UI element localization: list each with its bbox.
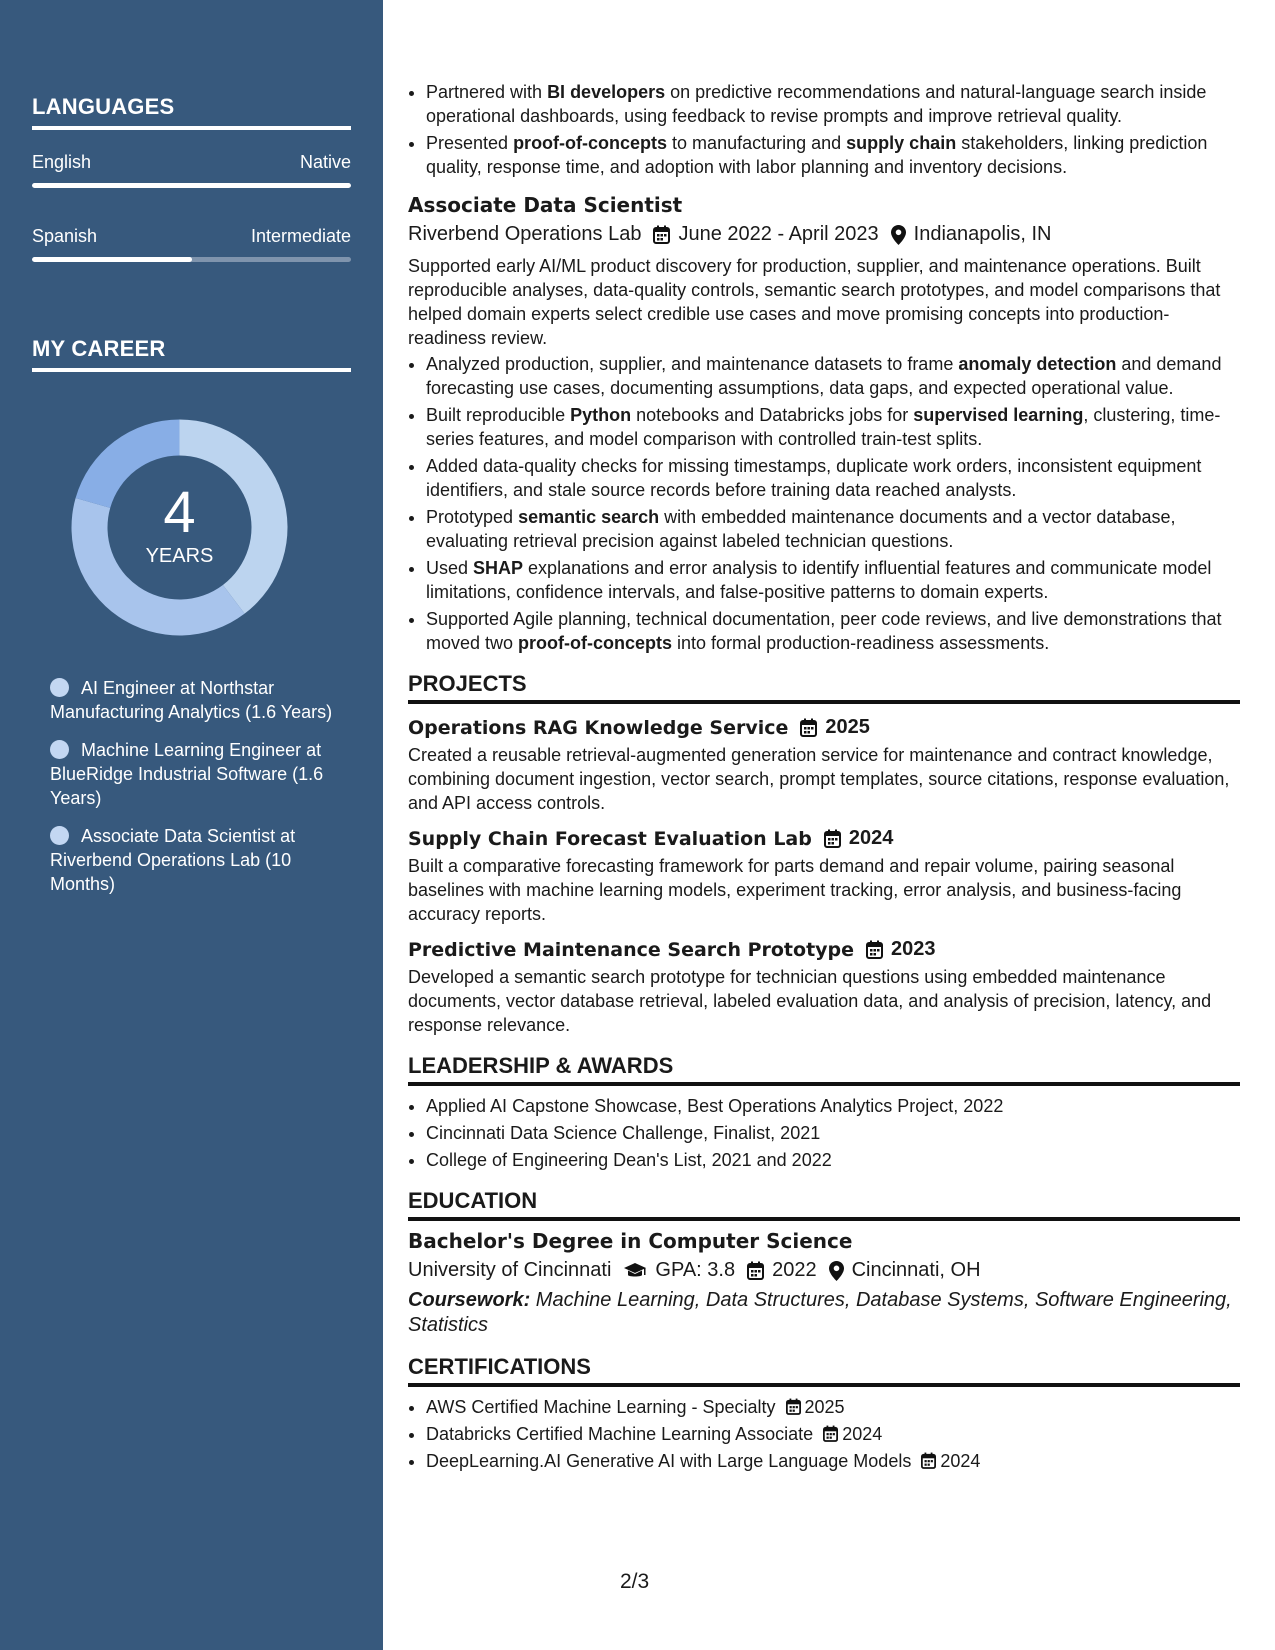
career-item: [50, 738, 340, 810]
certification-item: [426, 1449, 1240, 1473]
calendar-icon: [866, 940, 883, 959]
bullet-dot-icon: [50, 678, 69, 697]
bullet-keyword: proof-of-concepts: [513, 133, 668, 153]
bullet-item: [426, 352, 1240, 400]
project-title-row: [408, 827, 1240, 850]
language-row: [32, 152, 351, 173]
language-name: Spanish: [32, 226, 98, 246]
bullet-text: and demand forecasting use cases, documenting assumptions, data gaps, and expected operational value.: [426, 354, 1222, 398]
donut-center: [66, 414, 293, 641]
job-meta: [408, 223, 1240, 246]
projects-list: [408, 716, 1240, 1037]
bullet-item: [426, 80, 1240, 128]
bullet-keyword: supervised learning: [913, 405, 1084, 425]
certifications-heading: CERTIFICATIONS: [408, 1354, 1240, 1387]
calendar-icon: [800, 718, 817, 737]
leadership-list: [408, 1094, 1240, 1172]
bullet-keyword: proof-of-concepts: [518, 633, 673, 653]
bullet-item: [426, 556, 1240, 604]
job-bullets: [408, 352, 1240, 655]
calendar-icon: [653, 225, 670, 244]
calendar-icon: [823, 1425, 838, 1442]
bullet-item: [426, 454, 1240, 502]
certification-year: 2025: [804, 1397, 845, 1417]
project-title: Supply Chain Forecast Evaluation Lab: [408, 827, 812, 850]
language-proficiency-bar: [32, 257, 351, 262]
bullet-text: Presented: [426, 133, 514, 153]
bullet-text: , clustering, time-series features, and model comparison with controlled train-test splits.: [426, 405, 1221, 449]
education-gpa: GPA: 3.8: [655, 1259, 736, 1281]
education-school: University of Cincinnati: [408, 1259, 612, 1281]
bullet-text: Prototyped: [426, 507, 519, 527]
bullet-keyword: supply chain: [846, 133, 957, 153]
languages-heading: LANGUAGES: [32, 94, 351, 130]
calendar-icon: [786, 1398, 801, 1415]
education-year: 2022: [772, 1259, 817, 1281]
job-summary: Supported early AI/ML product discovery for production, supplier, and maintenance operations. Built reproducible analyses, data-quality controls, semantic search prototypes, and model comparisons that helped domain experts select credible use cases and move promising concepts into production-readiness review.: [408, 256, 1221, 348]
certification-name: Databricks Certified Machine Learning Associate: [426, 1424, 814, 1444]
certification-name: DeepLearning.AI Generative AI with Large Language Models: [426, 1451, 912, 1471]
leadership-item: • College of Engineering Dean's List, 2021 and 2022: [426, 1148, 1240, 1172]
language-proficiency-fill: [32, 257, 192, 262]
bullet-text: explanations and error analysis to identify influential features and communicate model limitations, confidence intervals, and false-positive patterns to domain experts.: [426, 558, 1212, 602]
bullet-keyword: BI developers: [547, 82, 666, 102]
bullet-dot-icon: [50, 826, 69, 845]
bullet-text: on predictive recommendations and natural-language search inside operational dashboards, using feedback to revise prompts and improve retrieval quality.: [426, 82, 1207, 126]
graduation-cap-icon: [623, 1262, 647, 1280]
project-title: Predictive Maintenance Search Prototype: [408, 938, 855, 961]
certification-name: AWS Certified Machine Learning - Specialty: [426, 1397, 776, 1417]
job-location: Indianapolis, IN: [913, 223, 1052, 245]
coursework-label: Coursework:: [408, 1289, 531, 1311]
career-item: [50, 676, 340, 724]
bullet-text: Used: [426, 558, 474, 578]
project-year: 2023: [891, 938, 936, 960]
education-coursework: [408, 1288, 1240, 1338]
language-name: English: [32, 152, 92, 172]
career-section: [32, 336, 351, 372]
project-description: Developed a semantic search prototype for technician questions using embedded maintenance documents, vector database retrieval, labeled evaluation data, and analysis of precision, latency, and response relevance.: [408, 967, 1212, 1035]
career-donut-chart: [66, 414, 293, 641]
language-proficiency-fill: [32, 183, 351, 188]
bullet-item: [426, 607, 1240, 655]
project-title: Operations RAG Knowledge Service: [408, 716, 789, 739]
language-level: Intermediate: [250, 226, 351, 246]
certification-year: 2024: [842, 1424, 883, 1444]
bullet-keyword: SHAP: [473, 558, 524, 578]
calendar-icon: [824, 829, 841, 848]
certification-item: [426, 1395, 1240, 1419]
education-degree: Bachelor's Degree in Computer Science: [408, 1229, 853, 1253]
certification-item: [426, 1422, 1240, 1446]
coursework-list: Machine Learning, Data Structures, Database Systems, Software Engineering, Statistics: [408, 1289, 1232, 1336]
bullet-text: notebooks and Databricks jobs for: [631, 405, 914, 425]
bullet-text: Partnered with: [426, 82, 548, 102]
bullet-keyword: anomaly detection: [958, 354, 1117, 374]
language-row: [32, 226, 351, 247]
language-proficiency-bar: [32, 183, 351, 188]
bullet-text: with embedded maintenance documents and a vector database, evaluating retrieval precision against labeled technician questions.: [426, 507, 1176, 551]
career-item-text: Associate Data Scientist at Riverbend Operations Lab (10 Months): [50, 826, 296, 894]
bullet-keyword: semantic search: [518, 507, 660, 527]
project-title-row: [408, 716, 1240, 739]
project-title-row: [408, 938, 1240, 961]
language-level: Native: [299, 152, 351, 172]
project-year: 2025: [825, 716, 870, 738]
bullet-text: to manufacturing and: [667, 133, 847, 153]
education-location: Cincinnati, OH: [851, 1259, 981, 1281]
bullet-text: into formal production-readiness assessments.: [672, 633, 1050, 653]
leadership-item: • Applied AI Capstone Showcase, Best Operations Analytics Project, 2022: [426, 1094, 1240, 1118]
languages-section: [32, 94, 351, 262]
bullet-text: Supported Agile planning, technical documentation, peer code reviews, and live demonstrations that moved two: [426, 609, 1222, 653]
job-title: Associate Data Scientist: [408, 193, 683, 217]
calendar-icon: [747, 1261, 764, 1280]
career-total-years: 4: [163, 480, 196, 545]
leadership-heading: LEADERSHIP & AWARDS: [408, 1053, 1240, 1086]
bullet-text: Built reproducible: [426, 405, 571, 425]
bullet-text: Added data-quality checks for missing timestamps, duplicate work orders, inconsistent equipment identifiers, and stale source records before training data reached analysts.: [426, 456, 1202, 500]
bullet-text: Analyzed production, supplier, and maintenance datasets to frame: [426, 354, 959, 374]
career-item: [50, 824, 340, 896]
certifications-list: [408, 1395, 1240, 1473]
project-description: Built a comparative forecasting framework for parts demand and repair volume, pairing seasonal baselines with machine learning models, experiment tracking, error analysis, and business-facing accuracy reports.: [408, 856, 1182, 924]
education-heading: EDUCATION: [408, 1188, 1240, 1221]
education-meta: [408, 1259, 1240, 1282]
bullet-item: [426, 403, 1240, 451]
main-content: [408, 80, 1240, 1476]
calendar-icon: [921, 1452, 936, 1469]
projects-heading: PROJECTS: [408, 671, 1240, 704]
bullet-item: [426, 131, 1240, 179]
bullet-item: [426, 505, 1240, 553]
experience-bullets-continued: [408, 80, 1240, 179]
bullet-keyword: Python: [570, 405, 632, 425]
job-company: Riverbend Operations Lab: [408, 223, 642, 245]
bullet-text: stakeholders, linking prediction quality, response time, and adoption with labor planning and inventory decisions.: [426, 133, 1208, 177]
page-number: 2/3: [620, 1570, 650, 1593]
project-year: 2024: [848, 827, 894, 849]
certification-year: 2024: [940, 1451, 981, 1471]
career-heading: MY CAREER: [32, 336, 351, 372]
project-description: Created a reusable retrieval-augmented generation service for maintenance and contract knowledge, combining document ingestion, vector search, prompt templates, source citations, response evaluation, and API access controls.: [408, 745, 1230, 813]
career-total-unit: YEARS: [145, 545, 214, 567]
career-item-text: AI Engineer at Northstar Manufacturing Analytics (1.6 Years): [50, 678, 333, 722]
leadership-item: • Cincinnati Data Science Challenge, Finalist, 2021: [426, 1121, 1240, 1145]
bullet-dot-icon: [50, 740, 69, 759]
career-item-text: Machine Learning Engineer at BlueRidge Industrial Software (1.6 Years): [50, 740, 324, 808]
map-pin-icon: [891, 225, 906, 245]
map-pin-icon: [829, 1261, 844, 1281]
sidebar: [0, 0, 383, 1650]
job-dates: June 2022 - April 2023: [678, 223, 879, 245]
career-list: [50, 676, 340, 910]
